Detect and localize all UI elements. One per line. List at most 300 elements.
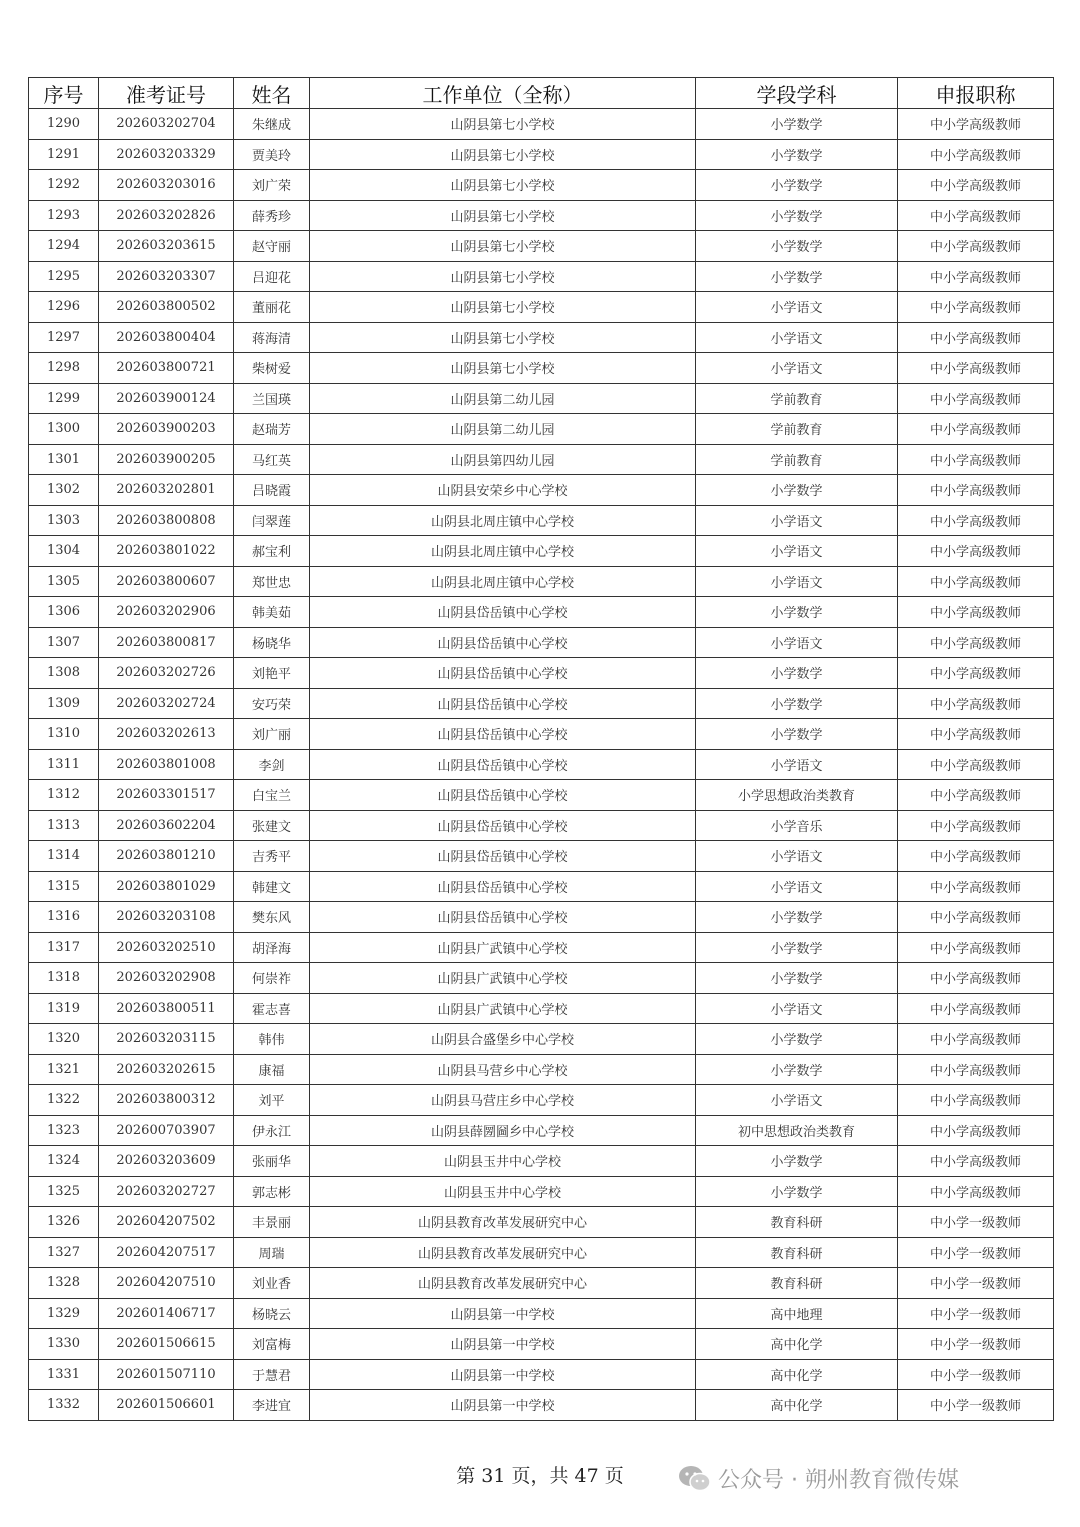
cell-name: 贾美玲 [234,139,310,170]
table-row [29,566,1054,597]
cell-exam-id: 202603202704 [99,109,234,140]
cell-index: 1305 [29,566,99,597]
cell-employer: 山阴县岱岳镇中心学校 [310,719,696,750]
cell-name: 韩伟 [234,1024,310,1055]
table-row [29,505,1054,536]
cell-employer: 山阴县岱岳镇中心学校 [310,597,696,628]
table-row [29,170,1054,201]
cell-employer: 山阴县第二幼儿园 [310,414,696,445]
cell-index: 1315 [29,871,99,902]
cell-subject: 小学数学 [696,109,898,140]
table-row [29,444,1054,475]
cell-exam-id: 202601507110 [99,1359,234,1390]
cell-name: 樊东风 [234,902,310,933]
table-row [29,871,1054,902]
cell-subject: 小学数学 [696,658,898,689]
col-header-subject: 学段学科 [696,78,898,109]
cell-employer: 山阴县岱岳镇中心学校 [310,688,696,719]
cell-subject: 小学语文 [696,841,898,872]
cell-index: 1297 [29,322,99,353]
cell-employer: 山阴县广武镇中心学校 [310,993,696,1024]
cell-employer: 山阴县第七小学校 [310,200,696,231]
table-row [29,1024,1054,1055]
cell-title: 中小学高级教师 [898,109,1054,140]
cell-name: 丰景丽 [234,1207,310,1238]
cell-subject: 小学语文 [696,322,898,353]
cell-name: 刘业香 [234,1268,310,1299]
cell-exam-id: 202603801008 [99,749,234,780]
wechat-icon [678,1464,712,1494]
cell-name: 何崇祚 [234,963,310,994]
cell-employer: 山阴县第二幼儿园 [310,383,696,414]
cell-title: 中小学高级教师 [898,1024,1054,1055]
cell-subject: 小学语文 [696,566,898,597]
table-row [29,1115,1054,1146]
cell-subject: 小学数学 [696,139,898,170]
cell-subject: 学前教育 [696,444,898,475]
table-row [29,1268,1054,1299]
cell-exam-id: 202603800502 [99,292,234,323]
cell-subject: 小学数学 [696,688,898,719]
cell-index: 1307 [29,627,99,658]
cell-subject: 小学数学 [696,1176,898,1207]
cell-exam-id: 202603202726 [99,658,234,689]
cell-exam-id: 202603203108 [99,902,234,933]
cell-index: 1325 [29,1176,99,1207]
cell-employer: 山阴县第七小学校 [310,322,696,353]
cell-index: 1332 [29,1390,99,1421]
table-body [29,109,1054,1421]
cell-exam-id: 202603203329 [99,139,234,170]
cell-exam-id: 202601506615 [99,1329,234,1360]
cell-name: 吕晓霞 [234,475,310,506]
cell-name: 吕迎花 [234,261,310,292]
cell-employer: 山阴县岱岳镇中心学校 [310,871,696,902]
cell-title: 中小学高级教师 [898,139,1054,170]
cell-subject: 小学语文 [696,1085,898,1116]
cell-index: 1312 [29,780,99,811]
cell-name: 霍志喜 [234,993,310,1024]
table-row [29,475,1054,506]
cell-exam-id: 202603202826 [99,200,234,231]
cell-title: 中小学高级教师 [898,597,1054,628]
cell-title: 中小学高级教师 [898,963,1054,994]
cell-title: 中小学高级教师 [898,841,1054,872]
cell-name: 朱继成 [234,109,310,140]
cell-employer: 山阴县岱岳镇中心学校 [310,841,696,872]
cell-title: 中小学高级教师 [898,383,1054,414]
cell-title: 中小学高级教师 [898,536,1054,567]
cell-employer: 山阴县第七小学校 [310,139,696,170]
cell-title: 中小学高级教师 [898,1054,1054,1085]
cell-subject: 初中思想政治类教育 [696,1115,898,1146]
cell-exam-id: 202603202613 [99,719,234,750]
cell-subject: 小学数学 [696,597,898,628]
cell-name: 安巧荣 [234,688,310,719]
table-row [29,1146,1054,1177]
table-row [29,902,1054,933]
cell-title: 中小学高级教师 [898,475,1054,506]
cell-exam-id: 202603900124 [99,383,234,414]
cell-subject: 小学语文 [696,536,898,567]
cell-exam-id: 202603800511 [99,993,234,1024]
table-row [29,231,1054,262]
cell-subject: 小学语文 [696,871,898,902]
table-row [29,749,1054,780]
cell-exam-id: 202604207510 [99,1268,234,1299]
cell-exam-id: 202603202906 [99,597,234,628]
table-row [29,1176,1054,1207]
cell-name: 郝宝利 [234,536,310,567]
cell-exam-id: 202603800817 [99,627,234,658]
cell-employer: 山阴县安荣乡中心学校 [310,475,696,506]
cell-subject: 小学数学 [696,1146,898,1177]
col-header-index: 序号 [29,78,99,109]
cell-subject: 小学数学 [696,200,898,231]
cell-exam-id: 202603800721 [99,353,234,384]
cell-employer: 山阴县第七小学校 [310,353,696,384]
table-row [29,1390,1054,1421]
cell-subject: 高中化学 [696,1390,898,1421]
cell-employer: 山阴县第四幼儿园 [310,444,696,475]
table-row [29,1237,1054,1268]
cell-employer: 山阴县第一中学校 [310,1359,696,1390]
cell-exam-id: 202603800808 [99,505,234,536]
cell-name: 柴树爱 [234,353,310,384]
cell-index: 1308 [29,658,99,689]
cell-employer: 山阴县岱岳镇中心学校 [310,658,696,689]
cell-title: 中小学高级教师 [898,566,1054,597]
table-row [29,719,1054,750]
cell-index: 1322 [29,1085,99,1116]
cell-name: 杨晓华 [234,627,310,658]
table-row [29,688,1054,719]
cell-title: 中小学高级教师 [898,1085,1054,1116]
cell-subject: 小学数学 [696,1054,898,1085]
cell-subject: 高中化学 [696,1359,898,1390]
cell-name: 李剑 [234,749,310,780]
cell-index: 1306 [29,597,99,628]
table-row [29,658,1054,689]
cell-title: 中小学一级教师 [898,1268,1054,1299]
table-row [29,1207,1054,1238]
cell-title: 中小学高级教师 [898,932,1054,963]
cell-exam-id: 202601406717 [99,1298,234,1329]
cell-name: 杨晓云 [234,1298,310,1329]
cell-employer: 山阴县北周庄镇中心学校 [310,536,696,567]
cell-name: 张丽华 [234,1146,310,1177]
cell-name: 刘广荣 [234,170,310,201]
cell-subject: 小学语文 [696,505,898,536]
cell-title: 中小学高级教师 [898,1115,1054,1146]
cell-name: 韩美茹 [234,597,310,628]
cell-title: 中小学高级教师 [898,749,1054,780]
table-row [29,109,1054,140]
cell-subject: 小学数学 [696,932,898,963]
cell-index: 1299 [29,383,99,414]
cell-index: 1328 [29,1268,99,1299]
cell-employer: 山阴县岱岳镇中心学校 [310,902,696,933]
table-row [29,780,1054,811]
table-row [29,841,1054,872]
cell-title: 中小学高级教师 [898,1176,1054,1207]
cell-title: 中小学高级教师 [898,810,1054,841]
cell-exam-id: 202600703907 [99,1115,234,1146]
cell-subject: 小学音乐 [696,810,898,841]
cell-name: 赵守丽 [234,231,310,262]
cell-title: 中小学一级教师 [898,1329,1054,1360]
table-row [29,1085,1054,1116]
cell-employer: 山阴县第一中学校 [310,1298,696,1329]
cell-name: 李进宜 [234,1390,310,1421]
cell-index: 1291 [29,139,99,170]
cell-name: 兰国瑛 [234,383,310,414]
cell-employer: 山阴县北周庄镇中心学校 [310,505,696,536]
cell-employer: 山阴县第七小学校 [310,109,696,140]
cell-title: 中小学高级教师 [898,780,1054,811]
cell-subject: 小学语文 [696,993,898,1024]
cell-exam-id: 202603801022 [99,536,234,567]
cell-employer: 山阴县教育改革发展研究中心 [310,1207,696,1238]
table-row [29,353,1054,384]
cell-index: 1324 [29,1146,99,1177]
cell-name: 郭志彬 [234,1176,310,1207]
cell-employer: 山阴县马营庄乡中心学校 [310,1085,696,1116]
cell-employer: 山阴县岱岳镇中心学校 [310,627,696,658]
cell-index: 1309 [29,688,99,719]
col-header-title: 申报职称 [898,78,1054,109]
cell-exam-id: 202603202908 [99,963,234,994]
cell-subject: 高中化学 [696,1329,898,1360]
cell-index: 1303 [29,505,99,536]
cell-title: 中小学高级教师 [898,231,1054,262]
cell-name: 郑世忠 [234,566,310,597]
cell-title: 中小学高级教师 [898,658,1054,689]
cell-index: 1321 [29,1054,99,1085]
cell-name: 刘平 [234,1085,310,1116]
watermark-text: 公众号 · 朔州教育微传媒 [718,1468,959,1493]
cell-title: 中小学高级教师 [898,1146,1054,1177]
cell-index: 1318 [29,963,99,994]
cell-employer: 山阴县第一中学校 [310,1329,696,1360]
cell-name: 吉秀平 [234,841,310,872]
cell-title: 中小学高级教师 [898,200,1054,231]
cell-employer: 山阴县岱岳镇中心学校 [310,810,696,841]
cell-subject: 小学思想政治类教育 [696,780,898,811]
cell-index: 1294 [29,231,99,262]
cell-exam-id: 202604207502 [99,1207,234,1238]
cell-title: 中小学高级教师 [898,902,1054,933]
cell-name: 刘富梅 [234,1329,310,1360]
page-number: 第 31 页，共 47 页 [456,1465,624,1487]
cell-subject: 小学语文 [696,627,898,658]
cell-employer: 山阴县岱岳镇中心学校 [310,749,696,780]
cell-exam-id: 202604207517 [99,1237,234,1268]
table-row [29,810,1054,841]
candidate-table [28,77,1054,1421]
cell-title: 中小学高级教师 [898,627,1054,658]
cell-exam-id: 202603203307 [99,261,234,292]
cell-employer: 山阴县广武镇中心学校 [310,963,696,994]
cell-index: 1317 [29,932,99,963]
cell-exam-id: 202603301517 [99,780,234,811]
cell-name: 胡泽海 [234,932,310,963]
table-row [29,1054,1054,1085]
cell-index: 1298 [29,353,99,384]
table-row [29,261,1054,292]
cell-name: 于慧君 [234,1359,310,1390]
cell-subject: 教育科研 [696,1207,898,1238]
cell-title: 中小学高级教师 [898,505,1054,536]
cell-subject: 学前教育 [696,383,898,414]
cell-name: 刘广丽 [234,719,310,750]
cell-exam-id: 202601506601 [99,1390,234,1421]
cell-employer: 山阴县第七小学校 [310,292,696,323]
cell-employer: 山阴县教育改革发展研究中心 [310,1268,696,1299]
cell-name: 闫翠莲 [234,505,310,536]
cell-title: 中小学高级教师 [898,261,1054,292]
cell-exam-id: 202603800312 [99,1085,234,1116]
cell-subject: 教育科研 [696,1268,898,1299]
cell-name: 马红英 [234,444,310,475]
table-row [29,414,1054,445]
cell-index: 1313 [29,810,99,841]
table-row [29,383,1054,414]
cell-exam-id: 202603800607 [99,566,234,597]
cell-index: 1290 [29,109,99,140]
cell-index: 1329 [29,1298,99,1329]
watermark [678,1463,959,1494]
cell-exam-id: 202603202727 [99,1176,234,1207]
cell-title: 中小学一级教师 [898,1298,1054,1329]
table-row [29,597,1054,628]
cell-title: 中小学高级教师 [898,993,1054,1024]
cell-index: 1301 [29,444,99,475]
cell-employer: 山阴县马营乡中心学校 [310,1054,696,1085]
cell-subject: 小学数学 [696,475,898,506]
table-row [29,139,1054,170]
cell-title: 中小学高级教师 [898,170,1054,201]
cell-subject: 小学数学 [696,902,898,933]
cell-subject: 小学数学 [696,261,898,292]
cell-name: 赵瑞芳 [234,414,310,445]
table-row [29,963,1054,994]
cell-employer: 山阴县第七小学校 [310,170,696,201]
col-header-exam-id: 准考证号 [99,78,234,109]
cell-exam-id: 202603202724 [99,688,234,719]
cell-exam-id: 202603203615 [99,231,234,262]
cell-index: 1304 [29,536,99,567]
cell-subject: 小学数学 [696,231,898,262]
table-row [29,1329,1054,1360]
table-row [29,200,1054,231]
cell-name: 周瑞 [234,1237,310,1268]
cell-employer: 山阴县教育改革发展研究中心 [310,1237,696,1268]
cell-exam-id: 202603900203 [99,414,234,445]
cell-index: 1300 [29,414,99,445]
cell-name: 董丽花 [234,292,310,323]
table-row [29,1298,1054,1329]
cell-subject: 小学语文 [696,749,898,780]
cell-subject: 小学数学 [696,1024,898,1055]
cell-index: 1320 [29,1024,99,1055]
cell-name: 伊永江 [234,1115,310,1146]
cell-index: 1314 [29,841,99,872]
cell-employer: 山阴县玉井中心学校 [310,1176,696,1207]
cell-subject: 教育科研 [696,1237,898,1268]
table-row [29,292,1054,323]
cell-subject: 小学语文 [696,292,898,323]
cell-title: 中小学一级教师 [898,1207,1054,1238]
cell-employer: 山阴县北周庄镇中心学校 [310,566,696,597]
cell-subject: 高中地理 [696,1298,898,1329]
cell-exam-id: 202603203609 [99,1146,234,1177]
cell-title: 中小学高级教师 [898,688,1054,719]
cell-name: 韩建文 [234,871,310,902]
cell-name: 康福 [234,1054,310,1085]
cell-employer: 山阴县岱岳镇中心学校 [310,780,696,811]
cell-title: 中小学高级教师 [898,322,1054,353]
cell-name: 刘艳平 [234,658,310,689]
table-row [29,322,1054,353]
cell-index: 1326 [29,1207,99,1238]
cell-employer: 山阴县薛圐圙乡中心学校 [310,1115,696,1146]
cell-subject: 小学数学 [696,719,898,750]
cell-title: 中小学一级教师 [898,1359,1054,1390]
table-row [29,536,1054,567]
cell-name: 薛秀珍 [234,200,310,231]
cell-title: 中小学一级教师 [898,1390,1054,1421]
cell-index: 1293 [29,200,99,231]
cell-title: 中小学高级教师 [898,353,1054,384]
col-header-employer: 工作单位（全称） [310,78,696,109]
cell-exam-id: 202603202801 [99,475,234,506]
cell-employer: 山阴县合盛堡乡中心学校 [310,1024,696,1055]
cell-subject: 小学数学 [696,963,898,994]
table-row [29,1359,1054,1390]
cell-exam-id: 202603801210 [99,841,234,872]
cell-name: 蒋海清 [234,322,310,353]
cell-index: 1302 [29,475,99,506]
cell-index: 1319 [29,993,99,1024]
cell-index: 1310 [29,719,99,750]
cell-employer: 山阴县第一中学校 [310,1390,696,1421]
cell-title: 中小学高级教师 [898,292,1054,323]
cell-exam-id: 202603203016 [99,170,234,201]
cell-exam-id: 202603800404 [99,322,234,353]
cell-index: 1292 [29,170,99,201]
cell-index: 1331 [29,1359,99,1390]
cell-employer: 山阴县玉井中心学校 [310,1146,696,1177]
cell-subject: 小学语文 [696,353,898,384]
cell-title: 中小学高级教师 [898,414,1054,445]
cell-index: 1330 [29,1329,99,1360]
table-row [29,993,1054,1024]
cell-title: 中小学高级教师 [898,444,1054,475]
cell-title: 中小学高级教师 [898,719,1054,750]
cell-employer: 山阴县第七小学校 [310,231,696,262]
cell-name: 白宝兰 [234,780,310,811]
cell-employer: 山阴县第七小学校 [310,261,696,292]
col-header-name: 姓名 [234,78,310,109]
cell-exam-id: 202603900205 [99,444,234,475]
cell-subject: 小学数学 [696,170,898,201]
cell-employer: 山阴县广武镇中心学校 [310,932,696,963]
cell-index: 1296 [29,292,99,323]
cell-exam-id: 202603602204 [99,810,234,841]
table-row [29,932,1054,963]
table-header-row [29,78,1054,109]
